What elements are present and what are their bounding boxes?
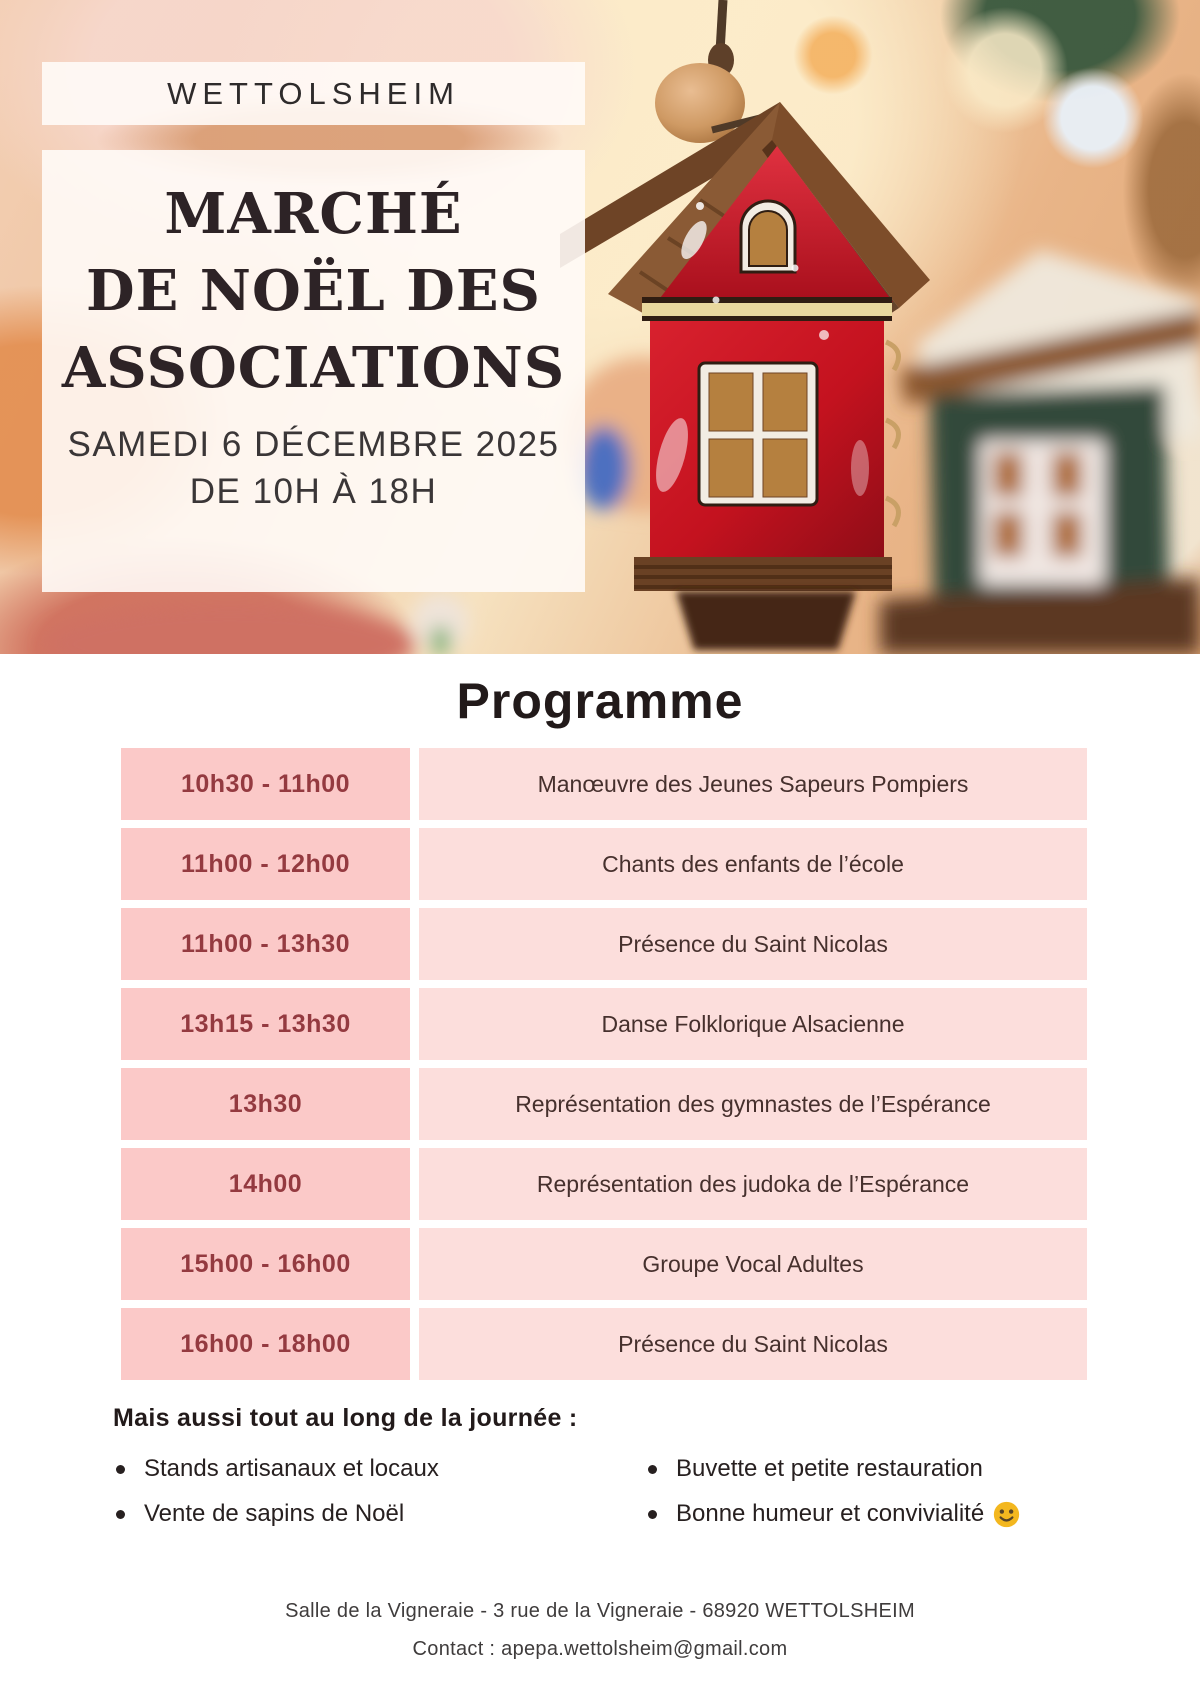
schedule-row: [121, 1228, 1087, 1300]
bullet-icon: [648, 1510, 657, 1519]
bullet-list: [108, 1455, 1108, 1528]
location-text: WETTOLSHEIM: [167, 75, 460, 111]
event-date-line-2: DE 10H À 18H: [189, 472, 438, 511]
address-line: Salle de la Vigneraie - 3 rue de la Vigneraie - 68920 WETTOLSHEIM: [285, 1600, 915, 1622]
event-cell: Présence du Saint Nicolas: [419, 908, 1087, 980]
programme-heading: Programme: [456, 673, 744, 729]
schedule-row: [121, 988, 1087, 1060]
event-cell: Danse Folklorique Alsacienne: [419, 988, 1087, 1060]
schedule-row: [121, 748, 1087, 820]
time-cell: 13h15 - 13h30: [121, 988, 410, 1060]
event-cell: Manœuvre des Jeunes Sapeurs Pompiers: [419, 748, 1087, 820]
location-banner: [42, 62, 585, 125]
schedule-row: [121, 908, 1087, 980]
event-cell: Groupe Vocal Adultes: [419, 1228, 1087, 1300]
bullet-text: Bonne humeur et convivialité: [676, 1500, 985, 1527]
bullet-icon: [648, 1465, 657, 1474]
smiley-icon: [993, 1501, 1020, 1528]
time-cell: 14h00: [121, 1148, 410, 1220]
bullet-text: Stands artisanaux et locaux: [144, 1455, 439, 1482]
schedule-row: [121, 1148, 1087, 1220]
time-cell: 10h30 - 11h00: [121, 748, 410, 820]
schedule-table: [121, 748, 1087, 1380]
contact-line: Contact : apepa.wettolsheim@gmail.com: [412, 1638, 788, 1660]
event-cell: Représentation des judoka de l’Espérance: [419, 1148, 1087, 1220]
time-cell: 11h00 - 12h00: [121, 828, 410, 900]
schedule-row: [121, 828, 1087, 900]
title-line-3: ASSOCIATIONS: [61, 335, 566, 401]
event-cell: Représentation des gymnastes de l’Espérance: [419, 1068, 1087, 1140]
time-cell: 13h30: [121, 1068, 410, 1140]
bullet-item: [108, 1455, 640, 1483]
event-date-line-1: SAMEDI 6 DÉCEMBRE 2025: [67, 425, 560, 464]
time-cell: 15h00 - 16h00: [121, 1228, 410, 1300]
also-section: [108, 1404, 1108, 1528]
background-green-house: [880, 250, 1200, 654]
header-photo: [0, 0, 1200, 654]
schedule-row: [121, 1308, 1087, 1380]
bullet-item: [640, 1500, 1108, 1528]
schedule-row: [121, 1068, 1087, 1140]
bullet-text: Vente de sapins de Noël: [144, 1500, 405, 1527]
event-cell: Chants des enfants de l’école: [419, 828, 1087, 900]
red-house-ornament: [560, 0, 930, 650]
event-cell: Présence du Saint Nicolas: [419, 1308, 1087, 1380]
bullet-item: [108, 1500, 640, 1528]
event-date: [42, 421, 585, 515]
title-box: [42, 150, 585, 592]
bullet-icon: [116, 1465, 125, 1474]
bullet-icon: [116, 1510, 125, 1519]
also-heading: Mais aussi tout au long de la journée :: [113, 1404, 578, 1432]
footer: [0, 1592, 1200, 1668]
title-line-2: DE NOËL DES: [86, 258, 541, 324]
time-cell: 11h00 - 13h30: [121, 908, 410, 980]
page-title: [42, 176, 585, 407]
title-line-1: MARCHÉ: [164, 181, 463, 247]
bullet-item: [640, 1455, 1108, 1483]
time-cell: 16h00 - 18h00: [121, 1308, 410, 1380]
bullet-text: Buvette et petite restauration: [676, 1455, 983, 1482]
